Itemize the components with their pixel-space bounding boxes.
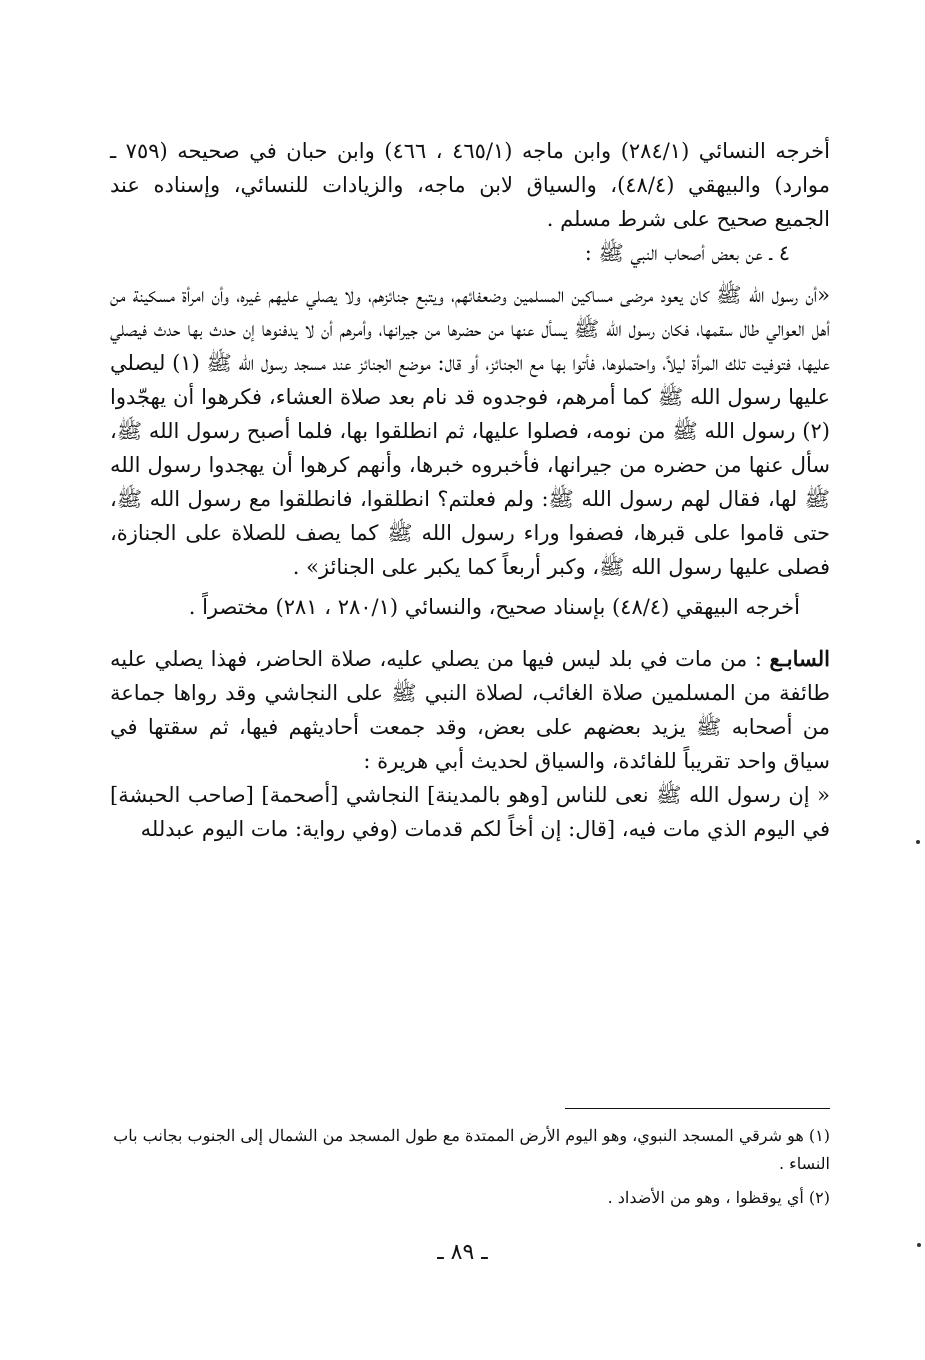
page-number: ـ ٨٩ ـ bbox=[437, 1240, 488, 1265]
source-citation: أخرجه البيهقي (٤٨/٤) بإسناد صحيح، والنسائي (٢٨٠/١ ، ٢٨١) مختصراً . bbox=[188, 595, 800, 619]
footnotes bbox=[110, 1122, 830, 1218]
final-quote: « إن رسول الله ﷺ نعى للناس [وهو بالمدينة] النجاشي [أصحمة] [صاحب الحبشة] في اليوم الذي مات فيه، [قال: إن أخاً لكم قدمات (وفي رواية: مات اليوم عبدلله bbox=[110, 783, 830, 841]
hadith-quote: «أن رسول الله ﷺ كان يعود مرضى مساكين المسلمين وضعفائهم، ويتبع جنائزهم، ولا يصلي عليهم غيره، وأن امرأة مسكينة من أهل العوالي طال سقمها، فكان رسول الله ﷺ يسأل عنها من حضرها من جيرانها، وأمرهم أن لا يدفنوها إن حدث بها حدث فيصلي عليها، فتوفيت تلك المرأة ليلاً، واحتملوها، فأتوا بها مع الجنائز، أو قال: موضع الجنائز عند مسجد رسول الله ﷺ (١) ليصلي عليها رسول الله ﷺ كما أمرهم، فوجدوه قد نام بعد صلاة العشاء، فكرهوا أن يهجّدوا (٢) رسول الله ﷺ من نومه، فصلوا عليها، ثم انطلقوا بها، فلما أصبح رسول الله ﷺ، سأل عنها من حضره من جيرانها، فأخبروه خبرها، وأنهم كرهوا أن يهجدوا رسول الله ﷺ لها، فقال لهم رسول الله ﷺ: ولم فعلتم؟ انطلقوا، فانطلقوا مع رسول الله ﷺ، حتى قاموا على قبرها، فصفوا وراء رسول الله ﷺ كما يصف للصلاة على الجنازة، فصلى عليها رسول الله ﷺ، وكبر أربعاً كما يكبر على الجنائز» . bbox=[110, 283, 830, 579]
section-title: السابـع bbox=[769, 646, 830, 671]
footnote-1: (١) هو شرقي المسجد النبوي، وهو اليوم الأرض الممتدة مع طول المسجد من الشمال إلى الجنوب بجانب باب النساء . bbox=[113, 1126, 830, 1173]
hadith-heading: ٤ ـ عن بعض أصحاب النبي ﷺ : bbox=[584, 241, 790, 265]
citation-paragraph: أخرجه النسائي (٢٨٤/١) وابن ماجه (٤٦٥/١ ، ٤٦٦) وابن حبان في صحيحه (٧٥٩ ـ موارد) والبيهقي (٤٨/٤)، والسياق لابن ماجه، والزيادات للنسائي، وإسناده عند الجميع صحيح على شرط مسلم . bbox=[110, 139, 831, 231]
footnote-divider bbox=[565, 1108, 830, 1109]
footnote-2: (٢) أي يوقظوا ، وهو من الأضداد . bbox=[607, 1188, 830, 1207]
scan-speck bbox=[916, 840, 920, 844]
section-text: : من مات في بلد ليس فيها من يصلي عليه، صلاة الحاضر، فهذا يصلي عليه طائفة من المسلمين صلاة الغائب، لصلاة النبي ﷺ على النجاشي وقد رواها جماعة من أصحابه ﷺ يزيد بعضهم على بعض، وقد جمعت أحاديثهم فيها، ثم سقتها في سياق واحد تقريباً للفائدة، والسياق لحديث أبي هريرة : bbox=[110, 647, 830, 773]
main-text-block bbox=[110, 134, 830, 846]
seventh-section bbox=[110, 642, 830, 778]
scan-speck bbox=[917, 1243, 921, 1247]
